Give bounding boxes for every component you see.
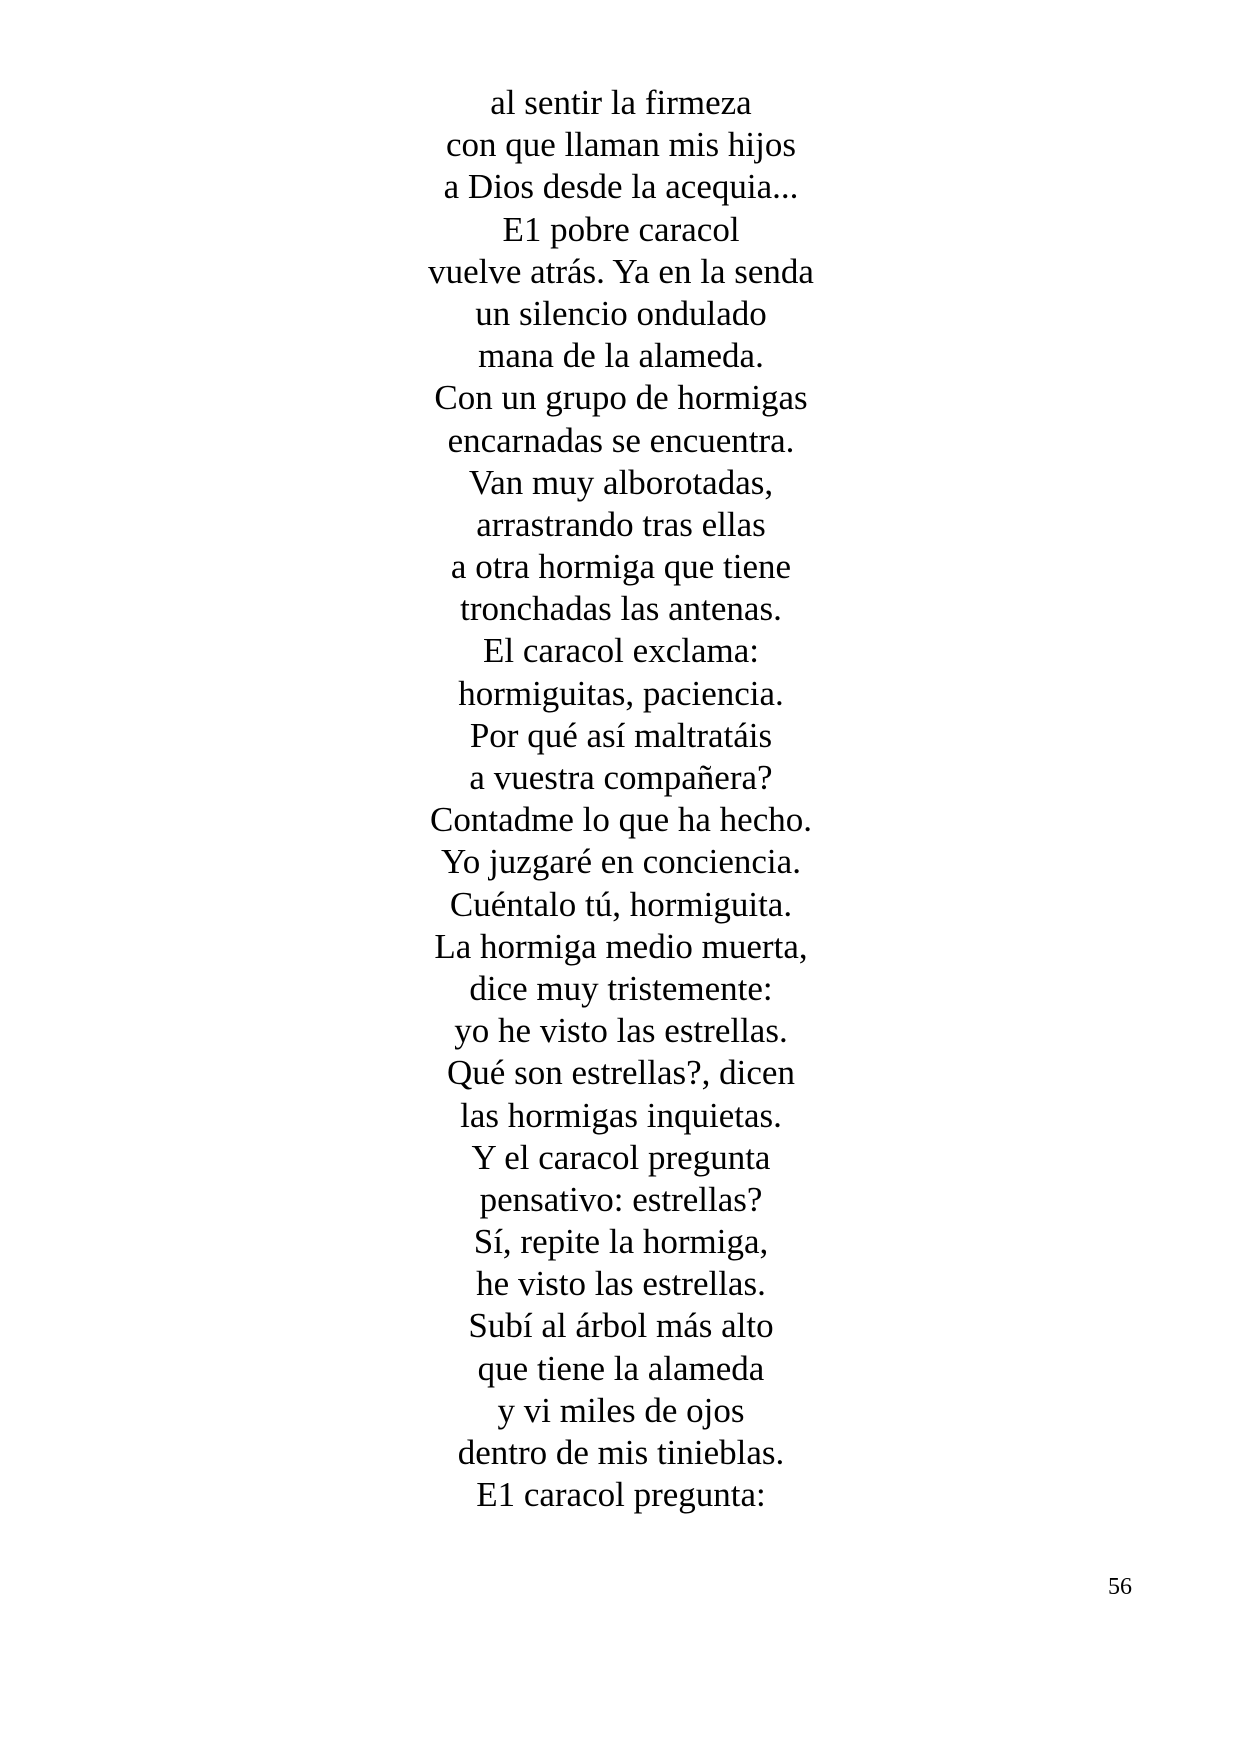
verse-line: dentro de mis tinieblas. bbox=[457, 1433, 785, 1472]
verse-line: un silencio ondulado bbox=[475, 293, 767, 333]
verse-line: E1 caracol pregunta: bbox=[476, 1475, 766, 1515]
verse-line: y vi miles de ojos bbox=[497, 1390, 745, 1430]
verse-line: a Dios desde la acequia... bbox=[443, 167, 799, 207]
verse-line: Subí al árbol más alto bbox=[468, 1306, 774, 1346]
verse-line: al sentir la firmeza bbox=[490, 83, 752, 122]
verse-line: con que llaman mis hijos bbox=[446, 125, 796, 165]
verse-line: las hormigas inquietas. bbox=[460, 1095, 782, 1135]
verse-line: a vuestra compañera? bbox=[469, 758, 773, 797]
verse-line: hormiguitas, paciencia. bbox=[458, 673, 784, 713]
verse-line: mana de la alameda. bbox=[478, 336, 764, 376]
poem-text bbox=[0, 82, 1242, 1516]
verse-line: Contadme lo que ha hecho. bbox=[430, 800, 812, 840]
verse-line: El caracol exclama: bbox=[483, 631, 759, 671]
verse-line: Y el caracol pregunta bbox=[471, 1137, 771, 1177]
verse-line: Cuéntalo tú, hormiguita. bbox=[449, 884, 793, 924]
page-number: 56 bbox=[1108, 1574, 1132, 1600]
verse-line: Con un grupo de hormigas bbox=[434, 378, 808, 418]
verse-line: Qué son estrellas?, dicen bbox=[447, 1053, 795, 1093]
verse-line: dice muy tristemente: bbox=[469, 968, 773, 1008]
verse-line: tronchadas las antenas. bbox=[460, 589, 782, 629]
verse-line: Van muy alborotadas, bbox=[468, 462, 774, 502]
verse-line: E1 pobre caracol bbox=[502, 209, 740, 249]
verse-line: he visto las estrellas. bbox=[476, 1264, 766, 1304]
verse-line: Sí, repite la hormiga, bbox=[473, 1222, 769, 1262]
verse-line: La hormiga medio muerta, bbox=[434, 926, 808, 966]
verse-line: Yo juzgaré en conciencia. bbox=[441, 842, 801, 882]
verse-line: yo he visto las estrellas. bbox=[454, 1011, 788, 1051]
verse-line: Por qué así maltratáis bbox=[469, 715, 773, 755]
verse-line: que tiene la alameda bbox=[477, 1348, 765, 1388]
verse-line: a otra hormiga que tiene bbox=[450, 547, 792, 587]
verse-line: arrastrando tras ellas bbox=[476, 504, 766, 544]
verse-line: pensativo: estrellas? bbox=[479, 1179, 763, 1219]
verse-line: vuelve atrás. Ya en la senda bbox=[428, 251, 814, 291]
verse-line: encarnadas se encuentra. bbox=[447, 420, 795, 460]
